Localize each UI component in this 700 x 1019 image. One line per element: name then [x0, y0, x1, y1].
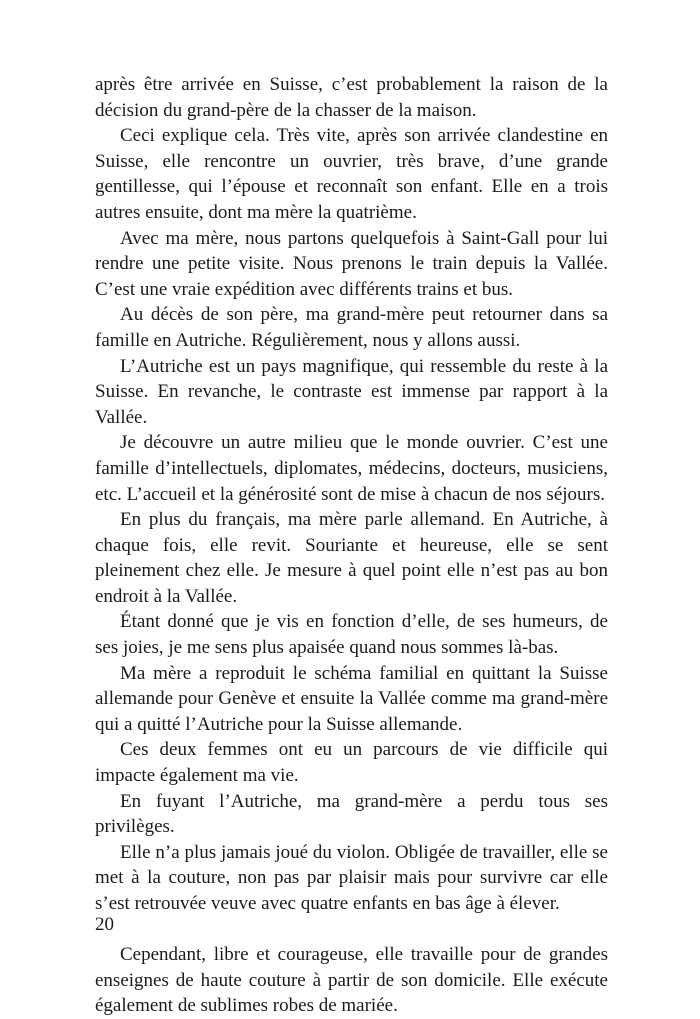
paragraph-10: Ces deux femmes ont eu un parcours de vie difficile qui impacte également ma vie. — [95, 739, 608, 787]
paragraph-13: Cependant, libre et courageuse, elle travaille pour de grandes enseignes de haute couture à partir de son domicile. Elle exécute également de sublimes robes de mariée. — [95, 944, 608, 1017]
paragraph-3: Avec ma mère, nous partons quelquefois à Saint-Gall pour lui rendre une petite visite. Nous prenons le train depuis la Vallée. C’est une vraie expédition avec différents trains et bus. — [95, 227, 608, 300]
page-number: 20 — [95, 914, 114, 935]
paragraph-1: après être arrivée en Suisse, c’est probablement la raison de la décision du grand-père de la chasser de la maison. — [95, 74, 608, 121]
paragraph-6: Je découvre un autre milieu que le monde ouvrier. C’est une famille d’intellectuels, diplomates, médecins, docteurs, musiciens, etc. L’accueil et la générosité sont de mise à chacun de nos séjours. — [95, 432, 608, 505]
paragraph-9: Ma mère a reproduit le schéma familial en quittant la Suisse allemande pour Genève et ensuite la Vallée comme ma grand-mère qui a quitté l’Autriche pour la Suisse allemande. — [95, 662, 608, 735]
paragraph-4: Au décès de son père, ma grand-mère peut retourner dans sa famille en Autriche. Régulièrement, nous y allons aussi. — [95, 304, 608, 351]
paragraph-8: Étant donné que je vis en fonction d’elle, de ses humeurs, de ses joies, je me sens plus apaisée quand nous sommes là-bas. — [95, 611, 608, 659]
paragraph-7: En plus du français, ma mère parle allemand. En Autriche, à chaque fois, elle revit. Souriante et heureuse, elle se sent pleinement chez elle. Je mesure à quel point elle n’est pas au bon endroit à la Vallée. — [95, 509, 608, 607]
paragraph-11: En fuyant l’Autriche, ma grand-mère a perdu tous ses privilèges. — [95, 790, 608, 838]
paragraph-2: Ceci explique cela. Très vite, après son arrivée clandestine en Suisse, elle rencontre un ouvrier, très brave, d’une grande gentillesse, qui l’épouse et reconnaît son enfant. Elle en a trois autres ensuite, dont ma mère la quatrième. — [95, 125, 608, 223]
page-body — [95, 72, 608, 1019]
paragraph-5: L’Autriche est un pays magnifique, qui ressemble du reste à la Suisse. En revanche, le contraste est immense par rapport à la Vallée. — [95, 355, 608, 428]
paragraph-12: Elle n’a plus jamais joué du violon. Obligée de travailler, elle se met à la couture, non pas par plaisir mais pour survivre car elle s’est retrouvée veuve avec quatre enfants en bas âge à élever. — [95, 841, 608, 914]
